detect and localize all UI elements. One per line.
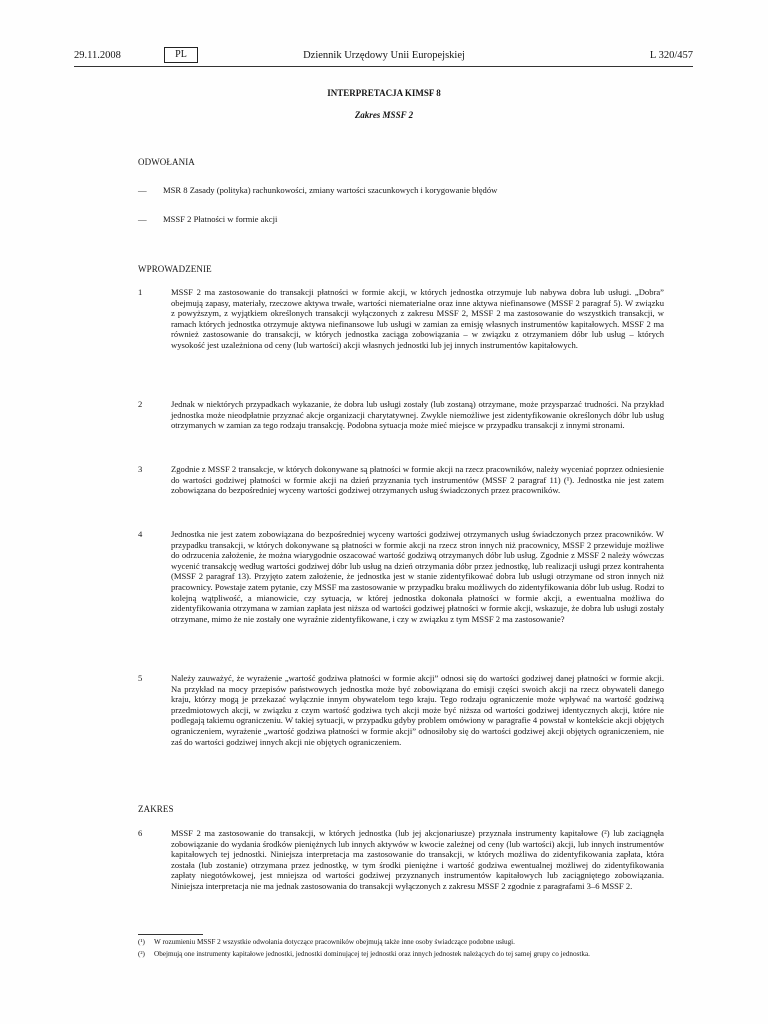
header-divider xyxy=(74,66,693,67)
reference-dash: — xyxy=(138,214,147,224)
paragraph-number: 1 xyxy=(138,287,143,297)
language-badge: PL xyxy=(164,47,198,63)
paragraph-number: 5 xyxy=(138,673,143,683)
paragraph-text: MSSF 2 ma zastosowanie do transakcji płatności w formie akcji, w których jednostka otrzymuje lub nabywa dobra lub usługi. „Dobra” obejmują zapasy, materiały, rzeczowe aktywa trwałe, wartości niematerialne oraz inne aktywa niefinansowe (MSSF 2 paragraf 5). W związku z powyższym, z wyjątkiem określonych transakcji wyłączonych z zakresu MSSF 2, MSSF 2 ma zastosowanie do wszystkich transakcji, w ramach których jednostka otrzymuje aktywa niefinansowe lub usługi w zamian za emisję własnych instrumentów kapitałowych. MSSF 2 ma również zastosowanie do transakcji, w których jednostka zaciąga zobowiązania – w związku z otrzymaniem dóbr lub usług – których wysokość jest uzależniona od ceny (lub wartości) akcji własnych jednostki lub jej innych instrumentów kapitałowych. xyxy=(171,287,664,350)
document-subtitle: Zakres MSSF 2 xyxy=(354,110,414,120)
paragraph-text: Zgodnie z MSSF 2 transakcje, w których dokonywane są płatności w formie akcji na rzecz pracowników, należy wyceniać poprzez odniesienie do wartości godziwej płatności w formie akcji na dzień przyznania tych instrumentów (MSSF 2 paragraf 11) (¹). Jednostka nie jest zatem zobowiązana do bezpośredniej wyceny wartości godziwej otrzymanych usług świadczonych przez pracowników. xyxy=(171,464,664,496)
paragraph-text: Jednostka nie jest zatem zobowiązana do bezpośredniej wyceny wartości godziwej otrzymanych usług świadczonych przez pracowników. W przypadku transakcji, w których dokonywane są płatności w formie akcji na rzecz stron innych niż pracownicy, MSSF 2 przewiduje możliwe do odrzucenia założenie, że można wiarygodnie oszacować wartość godziwą otrzymanych dóbr lub usług. Zgodnie z MSSF 2 należy wówczas wycenić transakcję według wartości godziwej dóbr lub usług na dzień otrzymania dóbr przez jednostkę, lub realizacji usługi przez kontrahenta (MSSF 2 paragraf 13). Przyjęto zatem założenie, że jednostka jest w stanie zidentyfikować dobra lub usługi otrzymane od stron innych niż pracownicy. Powstaje zatem pytanie, czy MSSF ma zastosowanie w przypadku braku możliwych do zidentyfikowania dóbr lub usług. Rodzi to kolejną wątpliwość, a mianowicie, czy sytuacja, w której jednostka dokonała płatności w formie akcji, a ewentualna możliwa do zidentyfikowania otrzymana w zamian zapłata jest niższa od wartości godziwej płatności w formie akcji, wskazuje, że dobra lub usługi zostały otrzymane, mimo że nie zostały one wyraźnie zidentyfikowane, i czy w związku z tym MSSF 2 ma zastosowanie? xyxy=(171,529,664,624)
reference-text: MSR 8 Zasady (polityka) rachunkowości, zmiany wartości szacunkowych i korygowanie błędów xyxy=(163,185,498,195)
reference-text: MSSF 2 Płatności w formie akcji xyxy=(163,214,278,224)
paragraph-text: Należy zauważyć, że wyrażenie „wartość godziwa płatności w formie akcji” odnosi się do wartości godziwej danej płatności w formie akcji. Na przykład na mocy przepisów państwowych jednostka może być zobowiązana do emisji części swoich akcji na rzecz obywateli danego kraju, którzy mogą je przekazać wyłącznie innym obywatelom tego kraju. Tego rodzaju ograniczenie może wpływać na wartość godziwą przedmiotowych akcji, w związku z czym wartość godziwa tych akcji może być niższa od wartości godziwej identycznych akcji, które nie podlegają takiemu ograniczeniu. W takiej sytuacji, w przypadku gdyby problem omówiony w paragrafie 4 powstał w kontekście akcji objętych ograniczeniem, wyrażenie „wartość godziwa płatności w formie akcji” odnosiłoby się do wartości godziwej akcji objętych ograniczeniem, nie zaś do wartości godziwej innych akcji nie objętych ograniczeniem. xyxy=(171,673,664,747)
paragraph-text: Jednak w niektórych przypadkach wykazanie, że dobra lub usługi zostały (lub zostaną) otrzymane, może przysparzać trudności. Na przykład jednostka może nieodpłatnie przyznać akcje organizacji charytatywnej. Zwykle niemożliwe jest zidentyfikowanie określonych dóbr lub usług otrzymanych w zamian za tego rodzaju transakcję. Podobna sytuacja może mieć miejsce w przypadku transakcji z innymi stronami. xyxy=(171,399,664,431)
paragraph-number: 4 xyxy=(138,529,143,539)
footnote-text: Obejmują one instrumenty kapitałowe jednostki, jednostki dominującej tej jednostki oraz innych jednostek należących do tej samej grupy co jednostka. xyxy=(154,950,590,958)
footnote-number: (¹) xyxy=(138,938,145,946)
reference-dash: — xyxy=(138,185,147,195)
footnote-text: W rozumieniu MSSF 2 wszystkie odwołania dotyczące pracowników obejmują także inne osoby świadczące podobne usługi. xyxy=(154,938,515,946)
section-heading-intro: WPROWADZENIE xyxy=(138,264,212,274)
footnote-number: (²) xyxy=(138,950,145,958)
journal-title: Dziennik Urzędowy Unii Europejskiej xyxy=(303,50,465,61)
header-date: 29.11.2008 xyxy=(74,50,121,61)
paragraph-text: MSSF 2 ma zastosowanie do transakcji, w których jednostka (lub jej akcjonariusze) przyznała instrumenty kapitałowe (²) lub zaciągnęła zobowiązanie do wydania środków pieniężnych lub innych aktywów w kwocie zależnej od ceny (lub wartości) akcji, lub innych instrumentów kapitałowych tej jednostki. Niniejsza interpretacja ma zastosowanie do transakcji, w których możliwa do zidentyfikowania zapłata, która została (lub zostanie) otrzymana przez jednostkę, w tym środki pieniężne i wartość godziwa ewentualnej możliwej do zidentyfikowania zapłaty niegotówkowej, jest mniejsza od wartości godziwej przyznanych instrumentów kapitałowych lub zaciągniętego zobowiązania. Niniejsza interpretacja nie ma jednak zastosowania do transakcji wyłączonych z zakresu MSSF 2 zgodnie z paragrafami 3–6 MSSF 2. xyxy=(171,828,664,891)
paragraph-number: 3 xyxy=(138,464,143,474)
page-number: L 320/457 xyxy=(649,50,693,61)
document-title: INTERPRETACJA KIMSF 8 xyxy=(327,88,441,98)
paragraph-number: 2 xyxy=(138,399,143,409)
section-heading-scope: ZAKRES xyxy=(138,804,174,814)
footnote-divider xyxy=(138,934,203,935)
section-heading-references: ODWOŁANIA xyxy=(138,157,195,167)
paragraph-number: 6 xyxy=(138,828,143,838)
